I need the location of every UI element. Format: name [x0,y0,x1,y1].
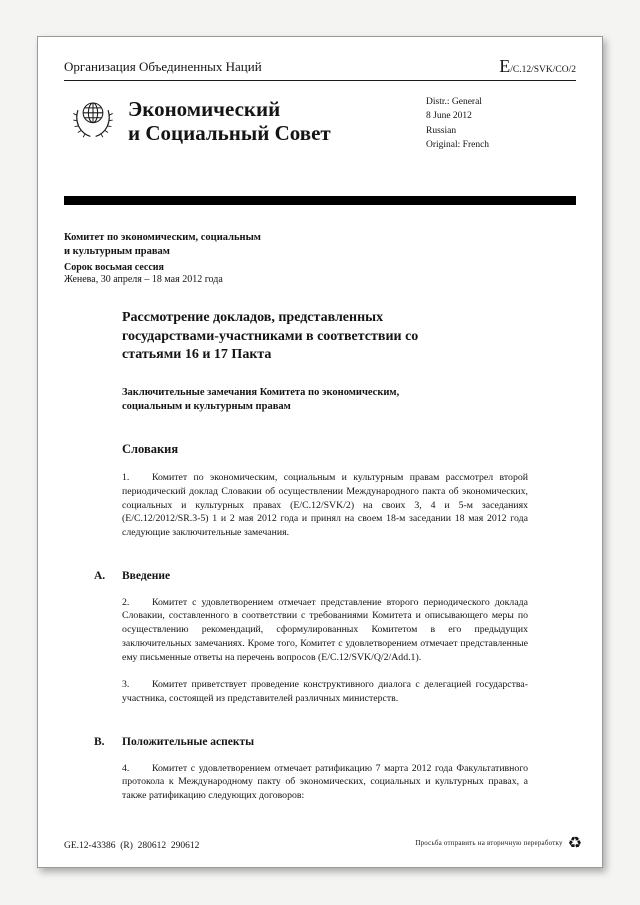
committee-name-line2: и культурным правам [64,246,170,258]
paragraph-4 [122,762,528,803]
document-page [37,36,603,868]
session-venue-dates: Женева, 30 апреля – 18 мая 2012 года [64,274,223,286]
committee-block [64,231,576,285]
recycle-notice-text: Просьба отправить на вторичную переработку [415,839,563,847]
section-b-label: B. [94,735,105,748]
document-symbol-rest: /C.12/SVK/CO/2 [510,65,576,75]
council-title-line1: Экономический [128,97,281,121]
section-a-label: A. [94,569,106,582]
title-band [64,93,576,152]
section-a-heading [94,570,528,582]
country-heading: Словакия [122,442,179,457]
recycle-notice [415,835,582,851]
recycle-icon: ♻ [567,833,582,852]
document-title: Рассмотрение докладов, представленных государствами-участниками в соответствии со статьями 16 и 17 Пакта [122,310,419,362]
page-footer [64,835,582,851]
paragraph-3 [122,678,528,705]
distr-original: Original: French [426,139,490,150]
paragraph-4-number: 4. [122,762,130,774]
distr-type: Distr.: General [426,97,482,107]
distr-date: 8 June 2012 [426,111,472,122]
document-symbol-letter: E [499,56,511,76]
paragraph-1-number: 1. [122,472,130,484]
section-b-heading [94,736,528,748]
paragraph-3-text: Комитет приветствует проведение конструктивного диалога с делегацией государства-участника, состоящей из представителей различных министерств. [122,679,528,704]
council-title [128,93,331,152]
masthead [64,57,576,81]
council-title-line2: и Социальный Совет [128,121,331,146]
paragraph-4-text: Комитет с удовлетворением отмечает ратификацию 7 марта 2012 года Факультативного протокола к Международному пакту об экономических, социальных и культурных правах, а также ратификацию следующих договоров: [122,762,528,802]
paragraph-1 [122,471,528,540]
document-subtitle: Заключительные замечания Комитета по экономическим, социальным и культурным правам [122,386,400,413]
un-emblem-icon [72,93,114,151]
organization-name: Организация Объединенных Наций [64,59,262,74]
committee-name-line1: Комитет по экономическим, социальным [64,232,261,243]
paragraph-3-number: 3. [122,679,130,691]
separator-bar [64,196,576,205]
document-symbol [499,57,576,75]
paragraph-2-text: Комитет с удовлетворением отмечает представление второго периодического доклада Словакии, составленного в соответствии с требованиями Комитета и описывающего меры по осуществлению рекомендаций, сформулированных Комитетом в его предыдущих заключительных замечаниях. Кроме того, Комитет с удовлетворением отмечает представленные ему письменные ответы на перечень вопросов (E/C.12/SVK/Q/2/Add.1). [122,596,528,663]
paragraph-2-number: 2. [122,596,130,608]
session-number: Сорок восьмая сессия [64,262,164,274]
paragraph-1-text: Комитет по экономическим, социальным и культурным правам рассмотрел второй периодический доклад Словакии об осуществлении Международного пакта об экономических, социальных и культурных правах (E/C.12/SVK/2) на своих 3, 4 и 5-м заседаниях (E/C.12/2012/SR.3-5) 1 и 2 мая 2012 года и принял на своем 18-м заседании 18 мая 2012 года следующие заключительные замечания. [122,472,528,539]
document-reference-number: GE.12-43386 (R) 280612 290612 [64,841,200,851]
distr-language: Russian [426,125,457,136]
document-body [94,309,528,802]
distribution-block [426,93,576,152]
paragraph-2 [122,596,528,665]
section-b-title: Положительные аспекты [122,735,255,748]
section-a-title: Введение [122,569,171,582]
